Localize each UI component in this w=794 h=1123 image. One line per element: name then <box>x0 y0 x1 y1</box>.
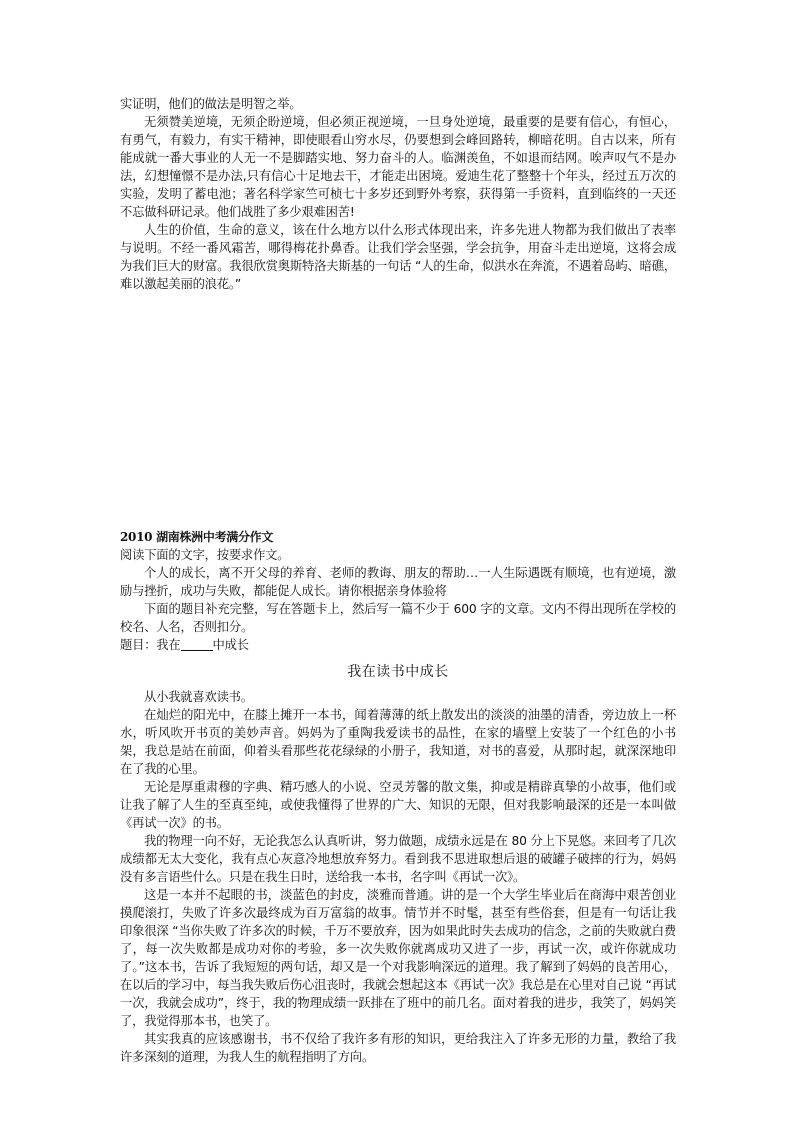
fill-in-blank <box>181 638 213 651</box>
prompt-section <box>120 528 676 654</box>
essay-title: 我在读书中成长 <box>347 664 449 680</box>
essay-paragraph: 在灿烂的阳光中，在膝上摊开一本书，闻着薄薄的纸上散发出的淡淡的油墨的清香，旁边放上一杯水，听风吹开书页的美妙声音。妈妈为了重陶我爱读书的品性，在家的墙壁上安装了一个红色的小书架，我总是站在前面，仰着头看那些花花绿绿的小册子，我知道，对书的喜爱，从那时起，就深深地印在了我的心里。 <box>120 708 676 776</box>
prompt-material: 个人的成长，离不开父母的养育、老师的教诲、朋友的帮助…一人生际遇既有顺境，也有逆境，激励与挫折，成功与失败，都能促人成长。请你根据亲身体验将 <box>120 566 676 598</box>
paragraph-adversity: 无须赞美逆境，无须企盼逆境，但必须正视逆境，一旦身处逆境，最重要的是要有信心，有恒心，有勇气，有毅力，有实干精神，即使眼看山穷水尽，仍要想到会峰回路转，柳暗花明。自古以来，所有能成就一番大事业的人无一不是脚踏实地、努力奋斗的人。临渊羡鱼，不如退而结网。唉声叹气不是办法，幻想憧憬不是办法,只有信心十足地去干，才能走出困境。爱迪生花了整整十个年头，经过五万次的实验，发明了蓄电池；著名科学家竺可桢七十多岁还到野外考察，获得第一手资料，直到临终的一天还不忘做科研记录。他们战胜了多少艰难困苦! <box>120 115 676 219</box>
prompt-requirement: 下面的题目补充完整，写在答题卡上，然后写一篇不少于 600 字的文章。文内不得出现所在学校的校名、人名，否则扣分。 <box>120 602 676 634</box>
section-heading: 2010 湖南株洲中考满分作文 <box>120 530 274 544</box>
essay-paragraph: 这是一本并不起眼的书，淡蓝色的封皮，淡雅而普通。讲的是一个大学生毕业后在商海中艰苦创业摸爬滚打，失败了许多次最终成为百万富翁的故事。情节并不时髦，甚至有些俗套，但是有一句话让我印象很深 “当你失败了许多次的时候，千万不要放弃，因为如果此时失去成功的信念，之前的失败就白费了，每一次失败都是成功对你的考验，多一次失败你就离成功又进了一步，再试一次，或许你就成功了。”这本书，告诉了我短短的两句话，却又是一个对我影响深远的道理。我了解到了妈妈的良苦用心，在以后的学习中，每当我失败后伤心沮丧时，我就会想起这本《再试一次》我总是在心里对自己说 “再试一次，我就会成功”，终于，我的物理成绩一跃排在了班中的前几名。面对着我的进步，我笑了，妈妈笑了，我觉得那本书，也笑了。 <box>120 888 676 1028</box>
essay-paragraph: 其实我真的应该感谢书，书不仅给了我许多有形的知识，更给我注入了许多无形的力量，教给了我许多深刻的道理，为我人生的航程指明了方向。 <box>120 1032 676 1064</box>
paragraph-life-value: 人生的价值，生命的意义，该在什么地方以什么形式体现出来，许多先进人物都为我们做出了表率与说明。不经一番风霜苦，哪得梅花扑鼻香。让我们学会坚强，学会抗争，用奋斗走出逆境，这将会成为我们巨大的财富。我很欣赏奥斯特洛夫斯基的一句话 “人的生命，似洪水在奔流，不遇着岛屿、暗礁，难以激起美丽的浪花。” <box>120 223 676 291</box>
prompt-title-line <box>120 636 676 654</box>
essay-paragraph: 无论是厚重肃穆的字典、精巧感人的小说、空灵芳馨的散文集，抑或是精辟真挚的小故事，他们或让我了解了人生的至真至纯，或使我懂得了世界的广大、知识的无限，但对我影响最深的还是一本叫做《再试一次》的书。 <box>120 780 676 830</box>
prompt-instruction: 阅读下面的文字，按要求作文。 <box>120 548 290 562</box>
essay-paragraph: 从小我就喜欢读书。 <box>144 690 253 704</box>
paragraph-continuation: 实证明，他们的做法是明智之举。 <box>120 97 302 111</box>
essay-paragraph: 我的物理一向不好，无论我怎么认真听讲，努力做题，成绩永远是在 80 分上下晃悠。来回考了几次成绩都无太大变化，我有点心灰意冷地想放弃努力。看到我不思进取想后退的破罐子破摔的行为，妈妈没有多言语些什么。只是在我生日时，送给我一本书，名字叫《再试一次》。 <box>120 834 676 884</box>
essay-body <box>120 688 676 1066</box>
title-prefix: 题目：我在 <box>120 638 181 652</box>
top-section <box>120 95 676 293</box>
title-suffix: 中成长 <box>212 638 249 652</box>
